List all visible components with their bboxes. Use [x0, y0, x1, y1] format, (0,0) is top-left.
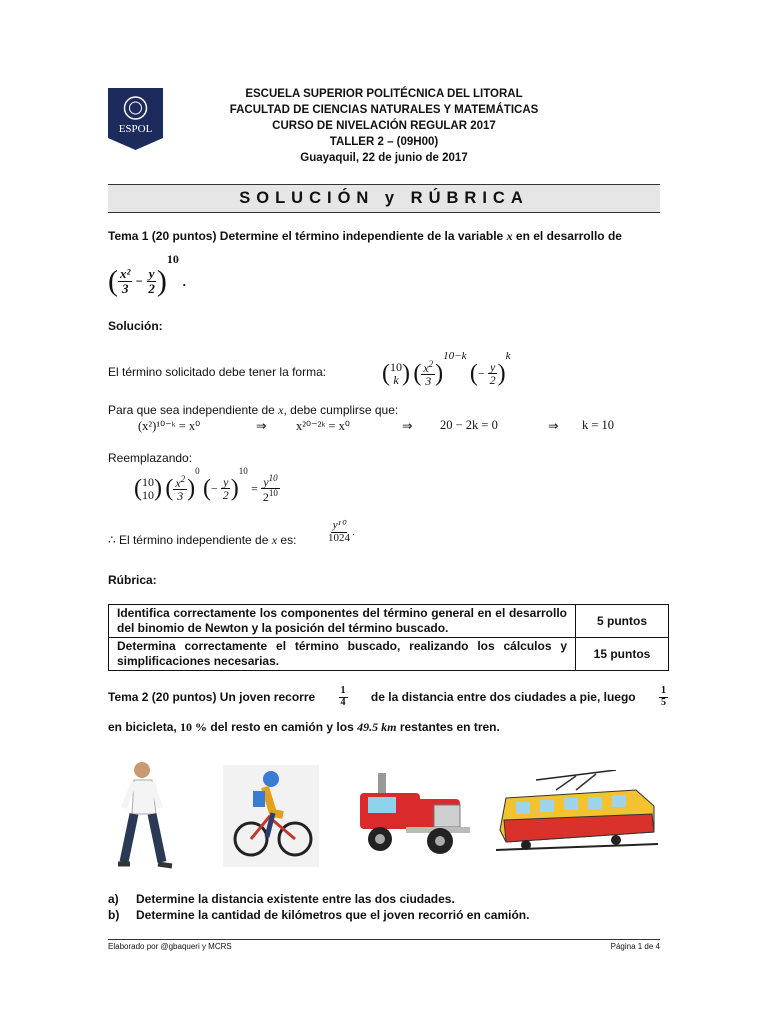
solution-banner: SOLUCIÓN y RÚBRICA [108, 184, 660, 213]
header-date: Guayaquil, 22 de junio de 2017 [300, 152, 468, 164]
rubric-row [109, 638, 669, 671]
cyclist-image [223, 765, 319, 867]
rubric-description: Identifica correctamente los componentes del término general en el desarrollo del binomio de Newton y la posición del término buscado. [109, 605, 576, 638]
forma-expression: ( 10 k ) ( $\frac{x^2}{3}$ )$^{10-k}$ (− $\frac{y}{2}$ )$^k$ [382, 350, 511, 389]
header-workshop: TALLER 2 – (09H00) [329, 136, 439, 148]
result-fraction: $\frac{\text{y¹⁰}}{1024}$ . [328, 519, 356, 544]
svg-text:ESPOL: ESPOL [118, 123, 153, 135]
tema1-expression: ( $\frac{\text{x²}}{3}$ − $\frac{y}{2}$ )$^{10}$ . [108, 252, 187, 298]
header-faculty: FACULTAD DE CIENCIAS NATURALES Y MATEMÁTICAS [229, 104, 539, 116]
step-4: k = 10 [582, 418, 615, 432]
rubric-points: 15 puntos [576, 638, 669, 671]
footer-author: Elaborado por @gbaqueri y MCRS [108, 942, 232, 951]
solucion-label: Solución: [108, 319, 163, 333]
espol-logo [108, 88, 163, 150]
question-a: a) Determine la distancia existente entre las dos ciudades. [108, 892, 455, 906]
reemplazando-label: Reemplazando: [108, 451, 193, 465]
result-text: ∴ El término independiente de x es: [108, 533, 297, 547]
rubric-table [108, 604, 669, 671]
tema2-line2: en bicicleta, 10 % del resto en camión y los 49.5 km restantes en tren. [108, 720, 500, 734]
step-arrow-3: ⇒ [548, 419, 559, 433]
footer-divider [108, 939, 660, 940]
tema2-line1: Tema 2 (20 puntos) Un joven recorre $\frac{1}{4}$ de la distancia entre dos ciudades a pie, luego $\frac{1}{5}$ [108, 685, 666, 708]
step-3: 20 − 2k = 0 [440, 418, 498, 432]
header-course: CURSO DE NIVELACIÓN REGULAR 2017 [272, 120, 496, 132]
rubric-row [109, 605, 669, 638]
step-arrow-2: ⇒ [402, 419, 413, 433]
train-image [496, 770, 658, 856]
tema1-statement: Tema 1 (20 puntos) Determine el término independiente de la variable x en el desarrollo de [108, 229, 622, 243]
forma-text: El término solicitado debe tener la forma: [108, 365, 327, 379]
walking-man-image [112, 758, 178, 872]
rubric-points: 5 puntos [576, 605, 669, 638]
rubric-description: Determina correctamente el término buscado, realizando los cálculos y simplificaciones necesarias. [109, 638, 576, 671]
step-2: x²⁰⁻²ᵏ = x⁰ [296, 419, 350, 433]
rubrica-label: Rúbrica: [108, 573, 157, 587]
step-1: (x²)¹⁰⁻ᵏ = x⁰ [138, 419, 201, 433]
question-b: b) Determine la cantidad de kilómetros que el joven recorrió en camión. [108, 908, 530, 922]
header-institution: ESCUELA SUPERIOR POLITÉCNICA DEL LITORAL [245, 88, 523, 100]
truck-image [350, 763, 476, 859]
indep-text: Para que sea independiente de x, debe cumplirse que: [108, 403, 399, 417]
footer-page-number: Página 1 de 4 [610, 942, 660, 951]
reemplazo-expression: ( 10 10 ) ( $\frac{x^2}{3}$ )$^0$ (− $\frac{y}{2}$ )$^{10}$ = $\frac{y^{10}}{2^{10}}$ [134, 466, 278, 505]
step-arrow-1: ⇒ [256, 419, 267, 433]
